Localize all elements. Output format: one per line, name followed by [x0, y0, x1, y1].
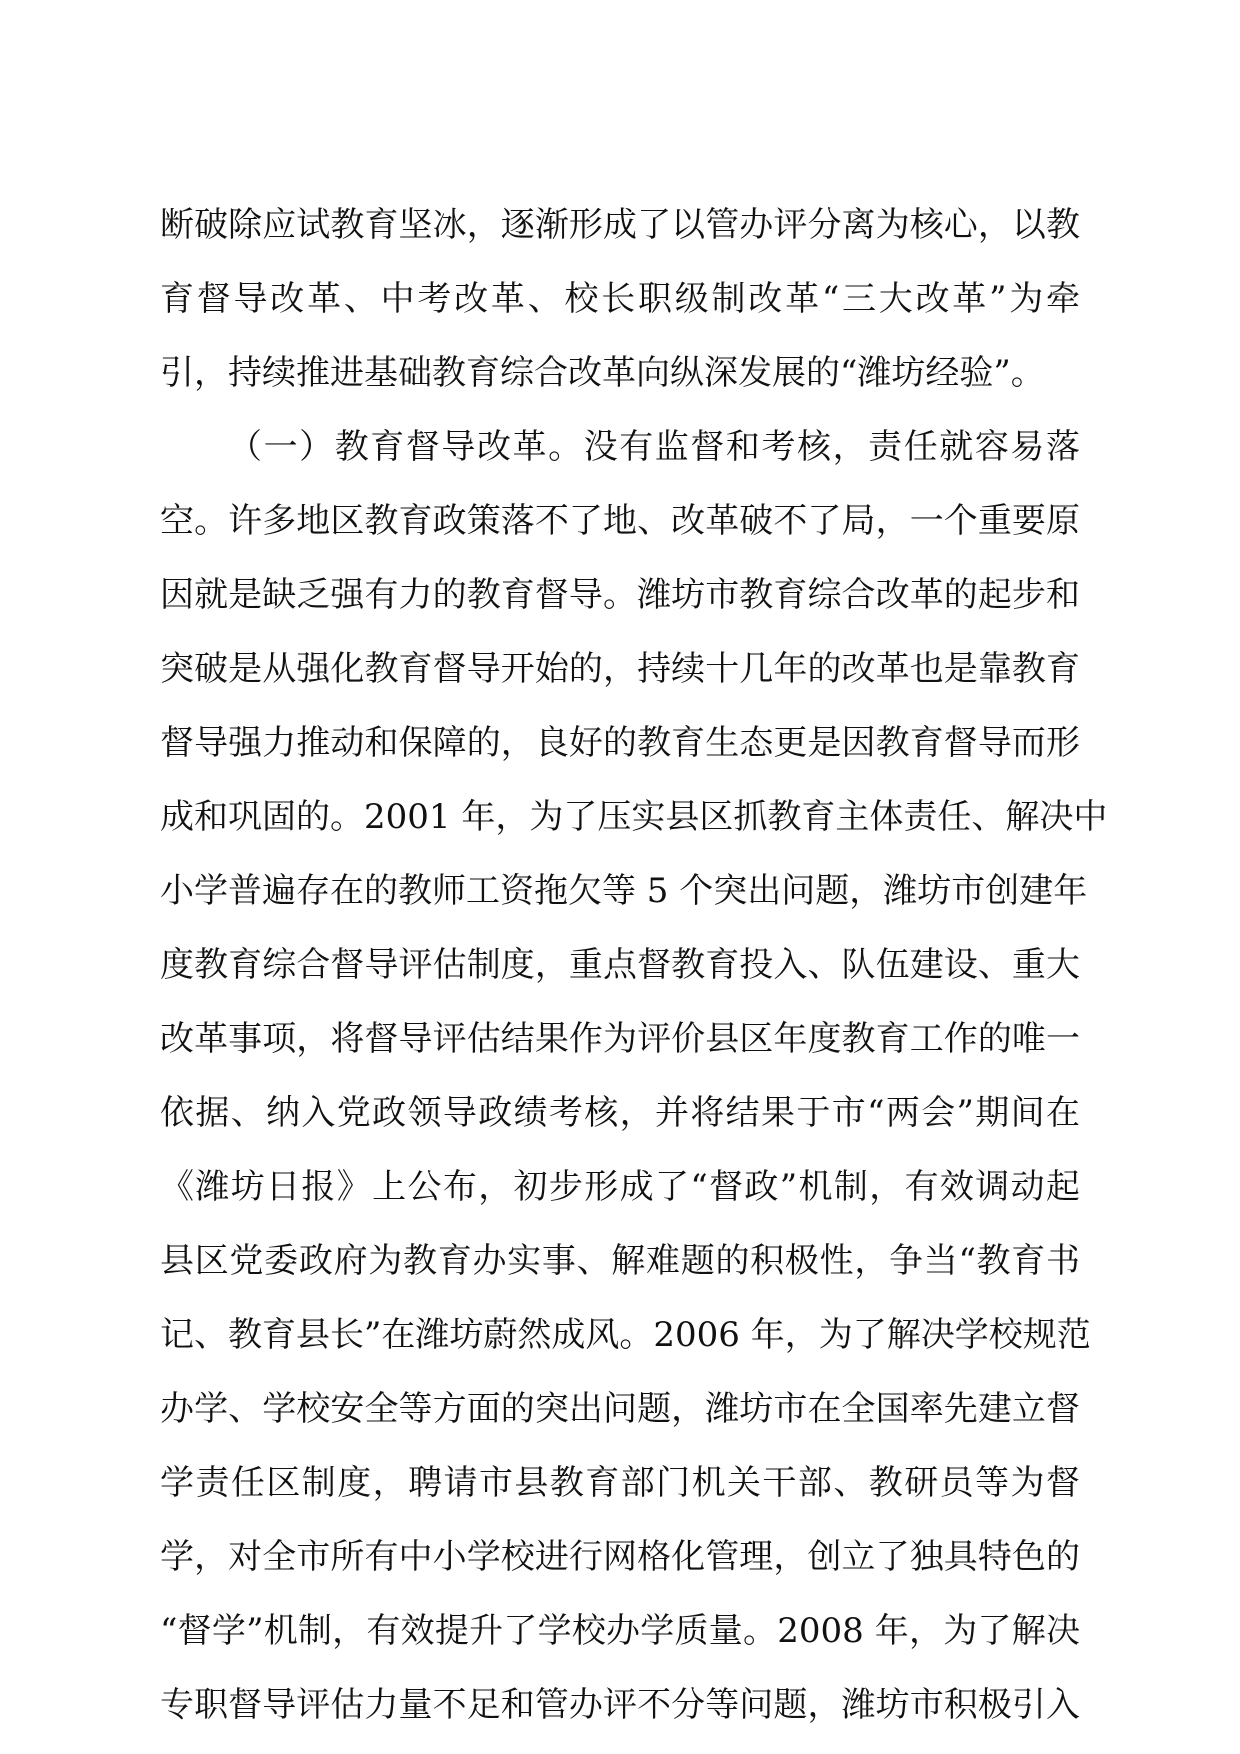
- text-line: 学，对全市所有中小学校进行网格化管理，创立了独具特色的: [160, 1537, 1080, 1577]
- text-line: 因就是缺乏强有力的教育督导。潍坊市教育综合改革的起步和: [160, 575, 1080, 615]
- text-line: 办学、学校安全等方面的突出问题，潍坊市在全国率先建立督: [160, 1389, 1080, 1429]
- text-line: 学责任区制度，聘请市县教育部门机关干部、教研员等为督: [160, 1463, 1080, 1503]
- text-line: 依据、纳入党政领导政绩考核，并将结果于市“两会”期间在: [160, 1093, 1080, 1133]
- text-line: 空。许多地区教育政策落不了地、改革破不了局，一个重要原: [160, 501, 1080, 541]
- text-line: 引，持续推进基础教育综合改革向纵深发展的“潍坊经验”。: [160, 353, 1045, 393]
- text-line: 成和巩固的。2001 年，为了压实县区抓教育主体责任、解决中: [160, 797, 1108, 837]
- text-line: 突破是从强化教育督导开始的，持续十几年的改革也是靠教育: [160, 649, 1080, 689]
- text-line: 《潍坊日报》上公布，初步形成了“督政”机制，有效调动起: [160, 1167, 1080, 1207]
- text-line: 断破除应试教育坚冰，逐渐形成了以管办评分离为核心，以教: [160, 205, 1080, 245]
- section-heading-line: （一）教育督导改革。没有监督和考核，责任就容易落: [228, 427, 1080, 467]
- text-line: 育督导改革、中考改革、校长职级制改革“三大改革”为牵: [160, 279, 1080, 319]
- text-line: “督学”机制，有效提升了学校办学质量。2008 年，为了解决: [160, 1611, 1080, 1651]
- text-line: 小学普遍存在的教师工资拖欠等 5 个突出问题，潍坊市创建年: [160, 871, 1088, 911]
- text-line: 县区党委政府为教育办实事、解难题的积极性，争当“教育书: [160, 1241, 1080, 1281]
- text-line: 度教育综合督导评估制度，重点督教育投入、队伍建设、重大: [160, 945, 1080, 985]
- document-body: [160, 188, 1108, 1742]
- text-line: 记、教育县长”在潍坊蔚然成风。2006 年，为了解决学校规范: [160, 1315, 1091, 1355]
- text-line: 专职督导评估力量不足和管办评不分等问题，潍坊市积极引入: [160, 1685, 1080, 1725]
- text-line: 改革事项，将督导评估结果作为评价县区年度教育工作的唯一: [160, 1019, 1080, 1059]
- text-line: 督导强力推动和保障的，良好的教育生态更是因教育督导而形: [160, 723, 1080, 763]
